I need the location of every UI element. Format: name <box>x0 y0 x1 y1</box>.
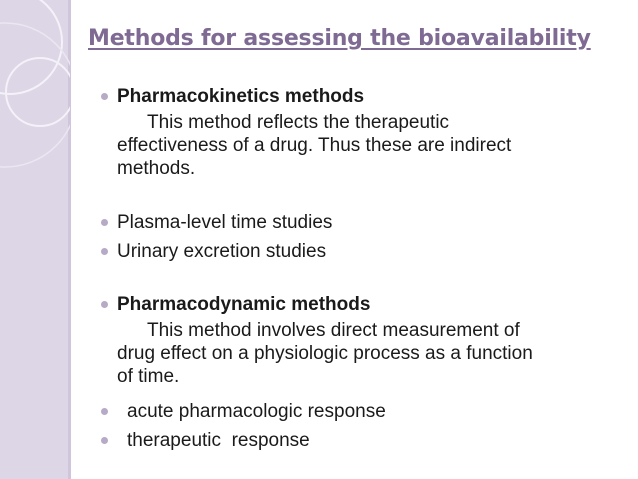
list-item-acute-response: acute pharmacologic response <box>127 401 386 422</box>
bullet-icon <box>101 437 108 444</box>
bullet-icon <box>101 408 108 415</box>
heading-pharmacodynamic: Pharmacodynamic methods <box>117 294 371 315</box>
heading-pharmacokinetics: Pharmacokinetics methods <box>117 86 365 107</box>
list-item-plasma-level: Plasma-level time studies <box>117 212 333 233</box>
list-item-urinary-excretion: Urinary excretion studies <box>117 241 327 262</box>
list-item-therapeutic-response: therapeutic response <box>127 430 310 451</box>
bullet-icon <box>101 301 108 308</box>
decorative-circles-art <box>0 0 70 479</box>
bullet-icon <box>101 248 108 255</box>
slide-title: Methods for assessing the bioavailability <box>88 26 591 51</box>
bullet-icon <box>101 219 108 226</box>
description-pharmacodynamic: This method involves direct measurement of drug effect on a physiologic process as a function of time. <box>117 320 533 387</box>
bullet-icon <box>101 93 108 100</box>
description-pharmacokinetics: This method reflects the therapeutic effectiveness of a drug. Thus these are indirect methods. <box>117 112 512 179</box>
